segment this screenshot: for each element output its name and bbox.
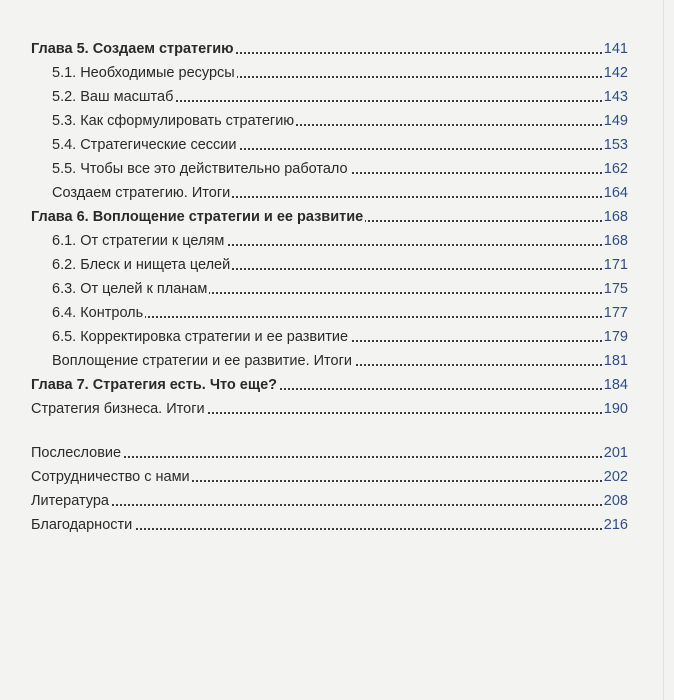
toc-entry-title: 5.3. Как сформулировать стратегию [52,110,296,132]
toc-entry-title: Благодарности [31,514,134,536]
toc-entry-title: 6.1. От стратегии к целям [52,230,226,252]
toc-page-number: 181 [602,350,628,372]
toc-entry-title: Воплощение стратегии и ее развитие. Итоги [52,350,354,372]
toc-entry [0,490,674,512]
toc-entry [0,230,674,252]
toc-entry [0,182,674,204]
toc-entry-title: Стратегия бизнеса. Итоги [31,398,207,420]
toc-entry-title: 6.5. Корректировка стратегии и ее развитие [52,326,350,348]
toc-entry-title: 6.2. Блеск и нищета целей [52,254,232,276]
toc-page-number: 171 [602,254,628,276]
toc-entry [0,62,674,84]
toc-page-number: 177 [602,302,628,324]
toc-entry-title: Глава 5. Создаем стратегию [31,38,236,60]
toc-entry-title: 5.2. Ваш масштаб [52,86,175,108]
toc-page-number: 216 [602,514,628,536]
toc-entry-title: 5.1. Необходимые ресурсы [52,62,237,84]
toc-entry [0,86,674,108]
toc-entry [0,158,674,180]
toc-page-number: 202 [602,466,628,488]
toc-entry [0,350,674,372]
toc-chapter-entry [0,38,674,60]
toc-entry [0,442,674,464]
toc-page-number: 179 [602,326,628,348]
toc-page-number: 149 [602,110,628,132]
toc-entry [0,326,674,348]
toc-page-number: 190 [602,398,628,420]
toc-chapter-entry [0,206,674,228]
toc-entry [0,254,674,276]
toc-page-number: 184 [602,374,628,396]
toc-entry-title: Глава 6. Воплощение стратегии и ее развитие [31,206,365,228]
toc-entry-title: Литература [31,490,111,512]
toc-page-number: 168 [602,206,628,228]
toc-page-number: 168 [602,230,628,252]
toc-entry-title: Глава 7. Стратегия есть. Что еще? [31,374,279,396]
toc-entry [0,278,674,300]
toc-page-number: 201 [602,442,628,464]
toc-page-number: 142 [602,62,628,84]
toc-page-number: 162 [602,158,628,180]
toc-page-number: 153 [602,134,628,156]
toc-entry [0,466,674,488]
toc-entry-title: Послесловие [31,442,123,464]
toc-entry [0,514,674,536]
toc-page-number: 208 [602,490,628,512]
toc-entry-title: 5.4. Стратегические сессии [52,134,239,156]
toc-entry-title: Сотрудничество с нами [31,466,192,488]
toc-entry [0,134,674,156]
toc-entry-title: 6.4. Контроль [52,302,145,324]
toc-page-number: 175 [602,278,628,300]
toc-entry [0,302,674,324]
toc-page-number: 141 [602,38,628,60]
toc-page-number: 143 [602,86,628,108]
toc-chapter-entry [0,374,674,396]
toc-page-number: 164 [602,182,628,204]
toc-entry [0,398,674,420]
toc-entry-title: Создаем стратегию. Итоги [52,182,232,204]
toc-entry [0,110,674,132]
dot-leader [31,504,626,506]
toc-entry-title: 5.5. Чтобы все это действительно работало [52,158,350,180]
toc-entry-title: 6.3. От целей к планам [52,278,209,300]
